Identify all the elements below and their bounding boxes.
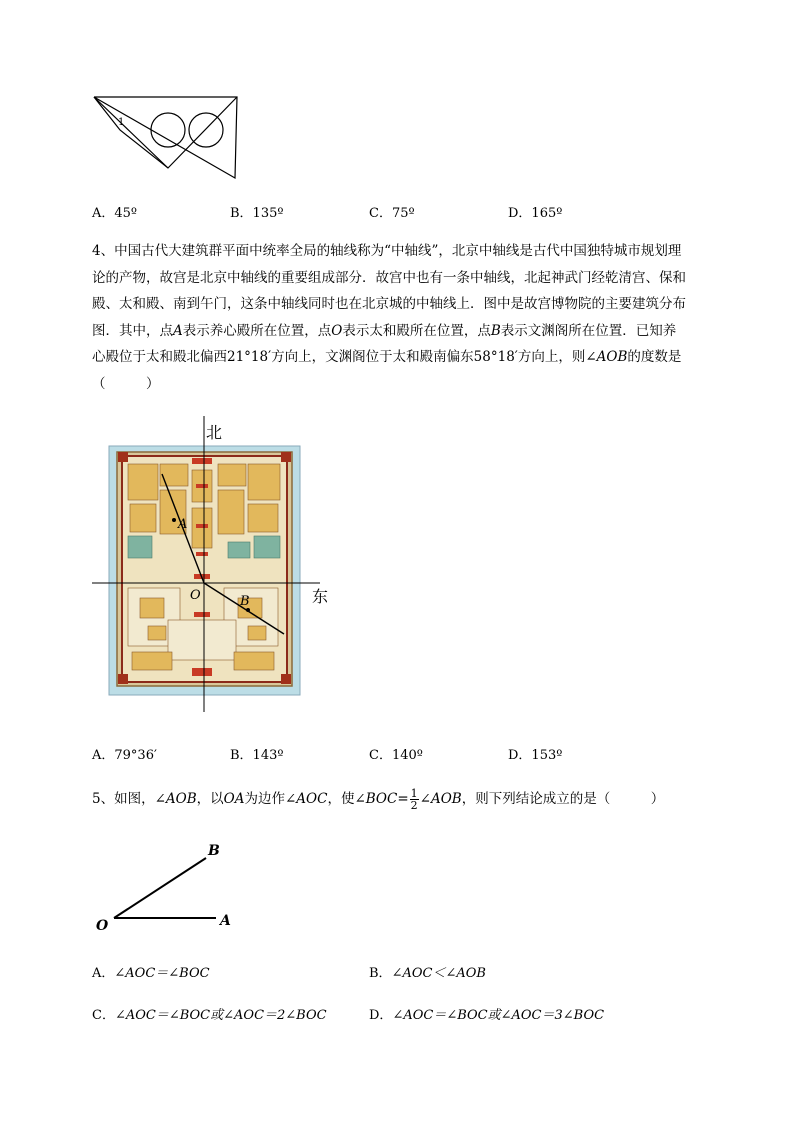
q3-choice-b[interactable]: B．135º	[230, 206, 284, 221]
q5-choice-c[interactable]: C．∠AOC＝∠BOC或∠AOC＝2∠BOC	[92, 1008, 327, 1023]
q4-choice-d[interactable]: D．153º	[508, 748, 563, 763]
q3-choice-c[interactable]: C．75º	[369, 206, 415, 221]
q5-question-text: 5、如图，∠AOB，以OA为边作∠AOC，使∠BOC= $\frac{1}{2}$ ∠AOB，则下列结论成立的是（ ）	[92, 787, 665, 812]
q5-fraction: $\frac{1}{2}$	[410, 787, 418, 812]
q4-line-3: 殿、太和殿、南到午门，这条中轴线同时也在北京城的中轴线上．图中是故宫博物院的主要建筑分布	[92, 296, 686, 312]
q4-point-o-label: O	[190, 588, 201, 603]
q4-line-4: 图．其中，点A表示养心殿所在位置，点O表示太和殿所在位置，点B表示文渊阁所在位置．已知养	[92, 322, 677, 339]
q4-choice-a[interactable]: A．79°36′	[92, 748, 157, 763]
q4-point-a-label: A	[178, 517, 188, 532]
q5-choice-b[interactable]: B．∠AOC＜∠AOB	[369, 966, 486, 981]
q4-answer-blank: （ ）	[92, 375, 160, 392]
q5-angle-figure	[90, 838, 250, 938]
q5-point-b-label: B	[208, 843, 220, 859]
q3-angle-label: 1	[118, 117, 125, 128]
q3-choice-d[interactable]: D．165º	[508, 206, 563, 221]
q3-triangle-figure	[90, 90, 250, 182]
q3-choice-a[interactable]: A．45º	[92, 206, 138, 221]
q4-east-label: 东	[312, 587, 329, 606]
q4-north-label: 北	[206, 423, 223, 442]
q4-line-1: 4、中国古代大建筑群平面中统率全局的轴线称为“中轴线”，北京中轴线是古代中国独特城市规划理	[92, 243, 682, 259]
q4-line-5: 心殿位于太和殿北偏西21°18′方向上，文渊阁位于太和殿南偏东58°18′方向上，则∠AOB的度数是	[92, 349, 682, 365]
q5-choice-a[interactable]: A．∠AOC＝∠BOC	[92, 966, 210, 981]
q4-question-text	[92, 238, 704, 397]
q4-point-b-label: B	[240, 594, 250, 609]
q4-choice-b[interactable]: B．143º	[230, 748, 284, 763]
q4-palace-map	[88, 412, 338, 714]
q4-line-2: 论的产物，故宫是北京中轴线的重要组成部分．故宫中也有一条中轴线，北起神武门经乾清宫、保和	[92, 269, 686, 286]
q5-point-o-label: O	[96, 918, 109, 934]
q4-choice-c[interactable]: C．140º	[369, 748, 423, 763]
q5-point-a-label: A	[220, 913, 231, 929]
q5-choice-d[interactable]: D．∠AOC＝∠BOC或∠AOC＝3∠BOC	[369, 1008, 605, 1023]
